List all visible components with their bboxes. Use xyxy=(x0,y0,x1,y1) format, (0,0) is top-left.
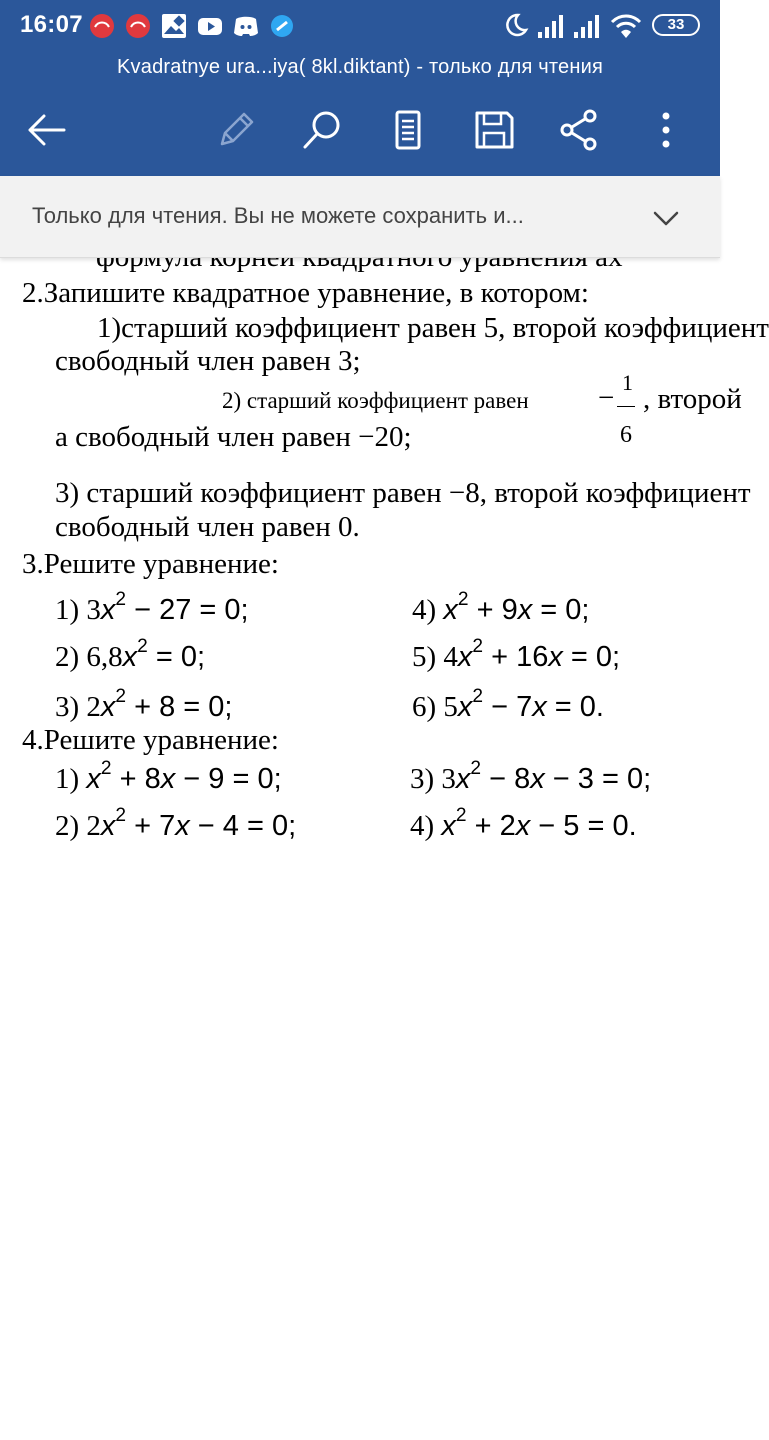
status-time: 16:07 xyxy=(20,11,83,38)
more-options-button[interactable] xyxy=(640,104,692,156)
task-4-heading: 4.Решите уравнение: xyxy=(22,724,279,756)
share-button[interactable] xyxy=(553,104,605,156)
task-3-equation-3: 3) $2x^2 + 8 = 0$; xyxy=(55,686,233,723)
photo-icon xyxy=(161,13,187,39)
document-title: Kvadratnye ura...iya( 8kl.diktant) - только для чтения xyxy=(117,56,603,78)
read-only-banner[interactable] xyxy=(0,176,720,258)
fraction-sign: − xyxy=(598,382,615,414)
youtube-icon xyxy=(197,13,223,39)
fraction-bar xyxy=(617,406,635,407)
search-icon xyxy=(296,104,348,156)
task-2-item-3-line-1: 3) старший коэффициент равен −8, второй коэффициент xyxy=(55,477,751,509)
task-2-item-2-line-1: 2) старший коэффициент равен xyxy=(222,388,529,413)
task-4-equation-3: 3) $3x^2 - 8x - 3 = 0$; xyxy=(410,758,652,795)
wifi-icon xyxy=(610,12,642,40)
task-2-item-2-tail: , второй xyxy=(643,383,742,415)
task-3-heading: 3.Решите уравнение: xyxy=(22,548,279,580)
task-4-equation-1: 1) $x^2 + 8x - 9 = 0$; xyxy=(55,758,282,795)
signal-icon xyxy=(572,12,602,40)
edit-pencil-icon xyxy=(210,104,262,156)
task-2-item-1-line-1: 1)старший коэффициент равен 5, второй коэффициент xyxy=(97,312,769,344)
app-header xyxy=(0,0,720,176)
fraction-numerator: 1 xyxy=(622,370,633,395)
task-3-equation-5: 5) $4x^2 + 16x = 0$; xyxy=(412,636,621,673)
task-2-item-1-line-2: свободный член равен 3; xyxy=(55,345,361,377)
blue-app-icon xyxy=(269,13,295,39)
task-2-heading: 2.Запишите квадратное уравнение, в котором: xyxy=(22,277,589,309)
back-arrow-icon xyxy=(20,104,72,156)
save-button[interactable] xyxy=(468,104,520,156)
task-2-item-2-line-2: а свободный член равен −20; xyxy=(55,421,412,453)
fraction-denominator: 6 xyxy=(620,422,632,448)
share-icon xyxy=(553,104,605,156)
task-3-equation-6: 6) $5x^2 - 7x = 0$. xyxy=(412,686,604,723)
task-4-equation-2: 2) $2x^2 + 7x - 4 = 0$; xyxy=(55,805,297,842)
search-button[interactable] xyxy=(296,104,348,156)
reading-mode-button[interactable] xyxy=(382,104,434,156)
battery-icon xyxy=(652,14,700,36)
battery-level: 33 xyxy=(667,16,685,33)
status-bar xyxy=(0,0,720,52)
document-page[interactable] xyxy=(0,258,769,1440)
banner-text: Только для чтения. Вы не можете сохранить и... xyxy=(32,203,524,228)
task-3-equation-4: 4) $x^2 + 9x = 0$; xyxy=(412,589,590,626)
task-2-item-3-line-2: свободный член равен 0. xyxy=(55,511,360,543)
task-3-equation-2: 2) $6,8x^2 = 0$; xyxy=(55,636,206,673)
task-3-equation-1: 1) $3x^2 - 27 = 0$; xyxy=(55,589,249,626)
reading-mode-icon xyxy=(382,104,434,156)
red-app-icon xyxy=(89,13,115,39)
back-button[interactable] xyxy=(20,104,72,156)
chevron-down-icon[interactable] xyxy=(648,200,684,236)
red-app-icon xyxy=(125,13,151,39)
edit-button[interactable] xyxy=(210,104,262,156)
more-vert-icon xyxy=(640,104,692,156)
moon-icon xyxy=(502,12,528,40)
task-4-equation-4: 4) $x^2 + 2x - 5 = 0$. xyxy=(410,805,637,842)
signal-icon xyxy=(536,12,566,40)
save-icon xyxy=(468,104,520,156)
discord-icon xyxy=(233,13,259,39)
